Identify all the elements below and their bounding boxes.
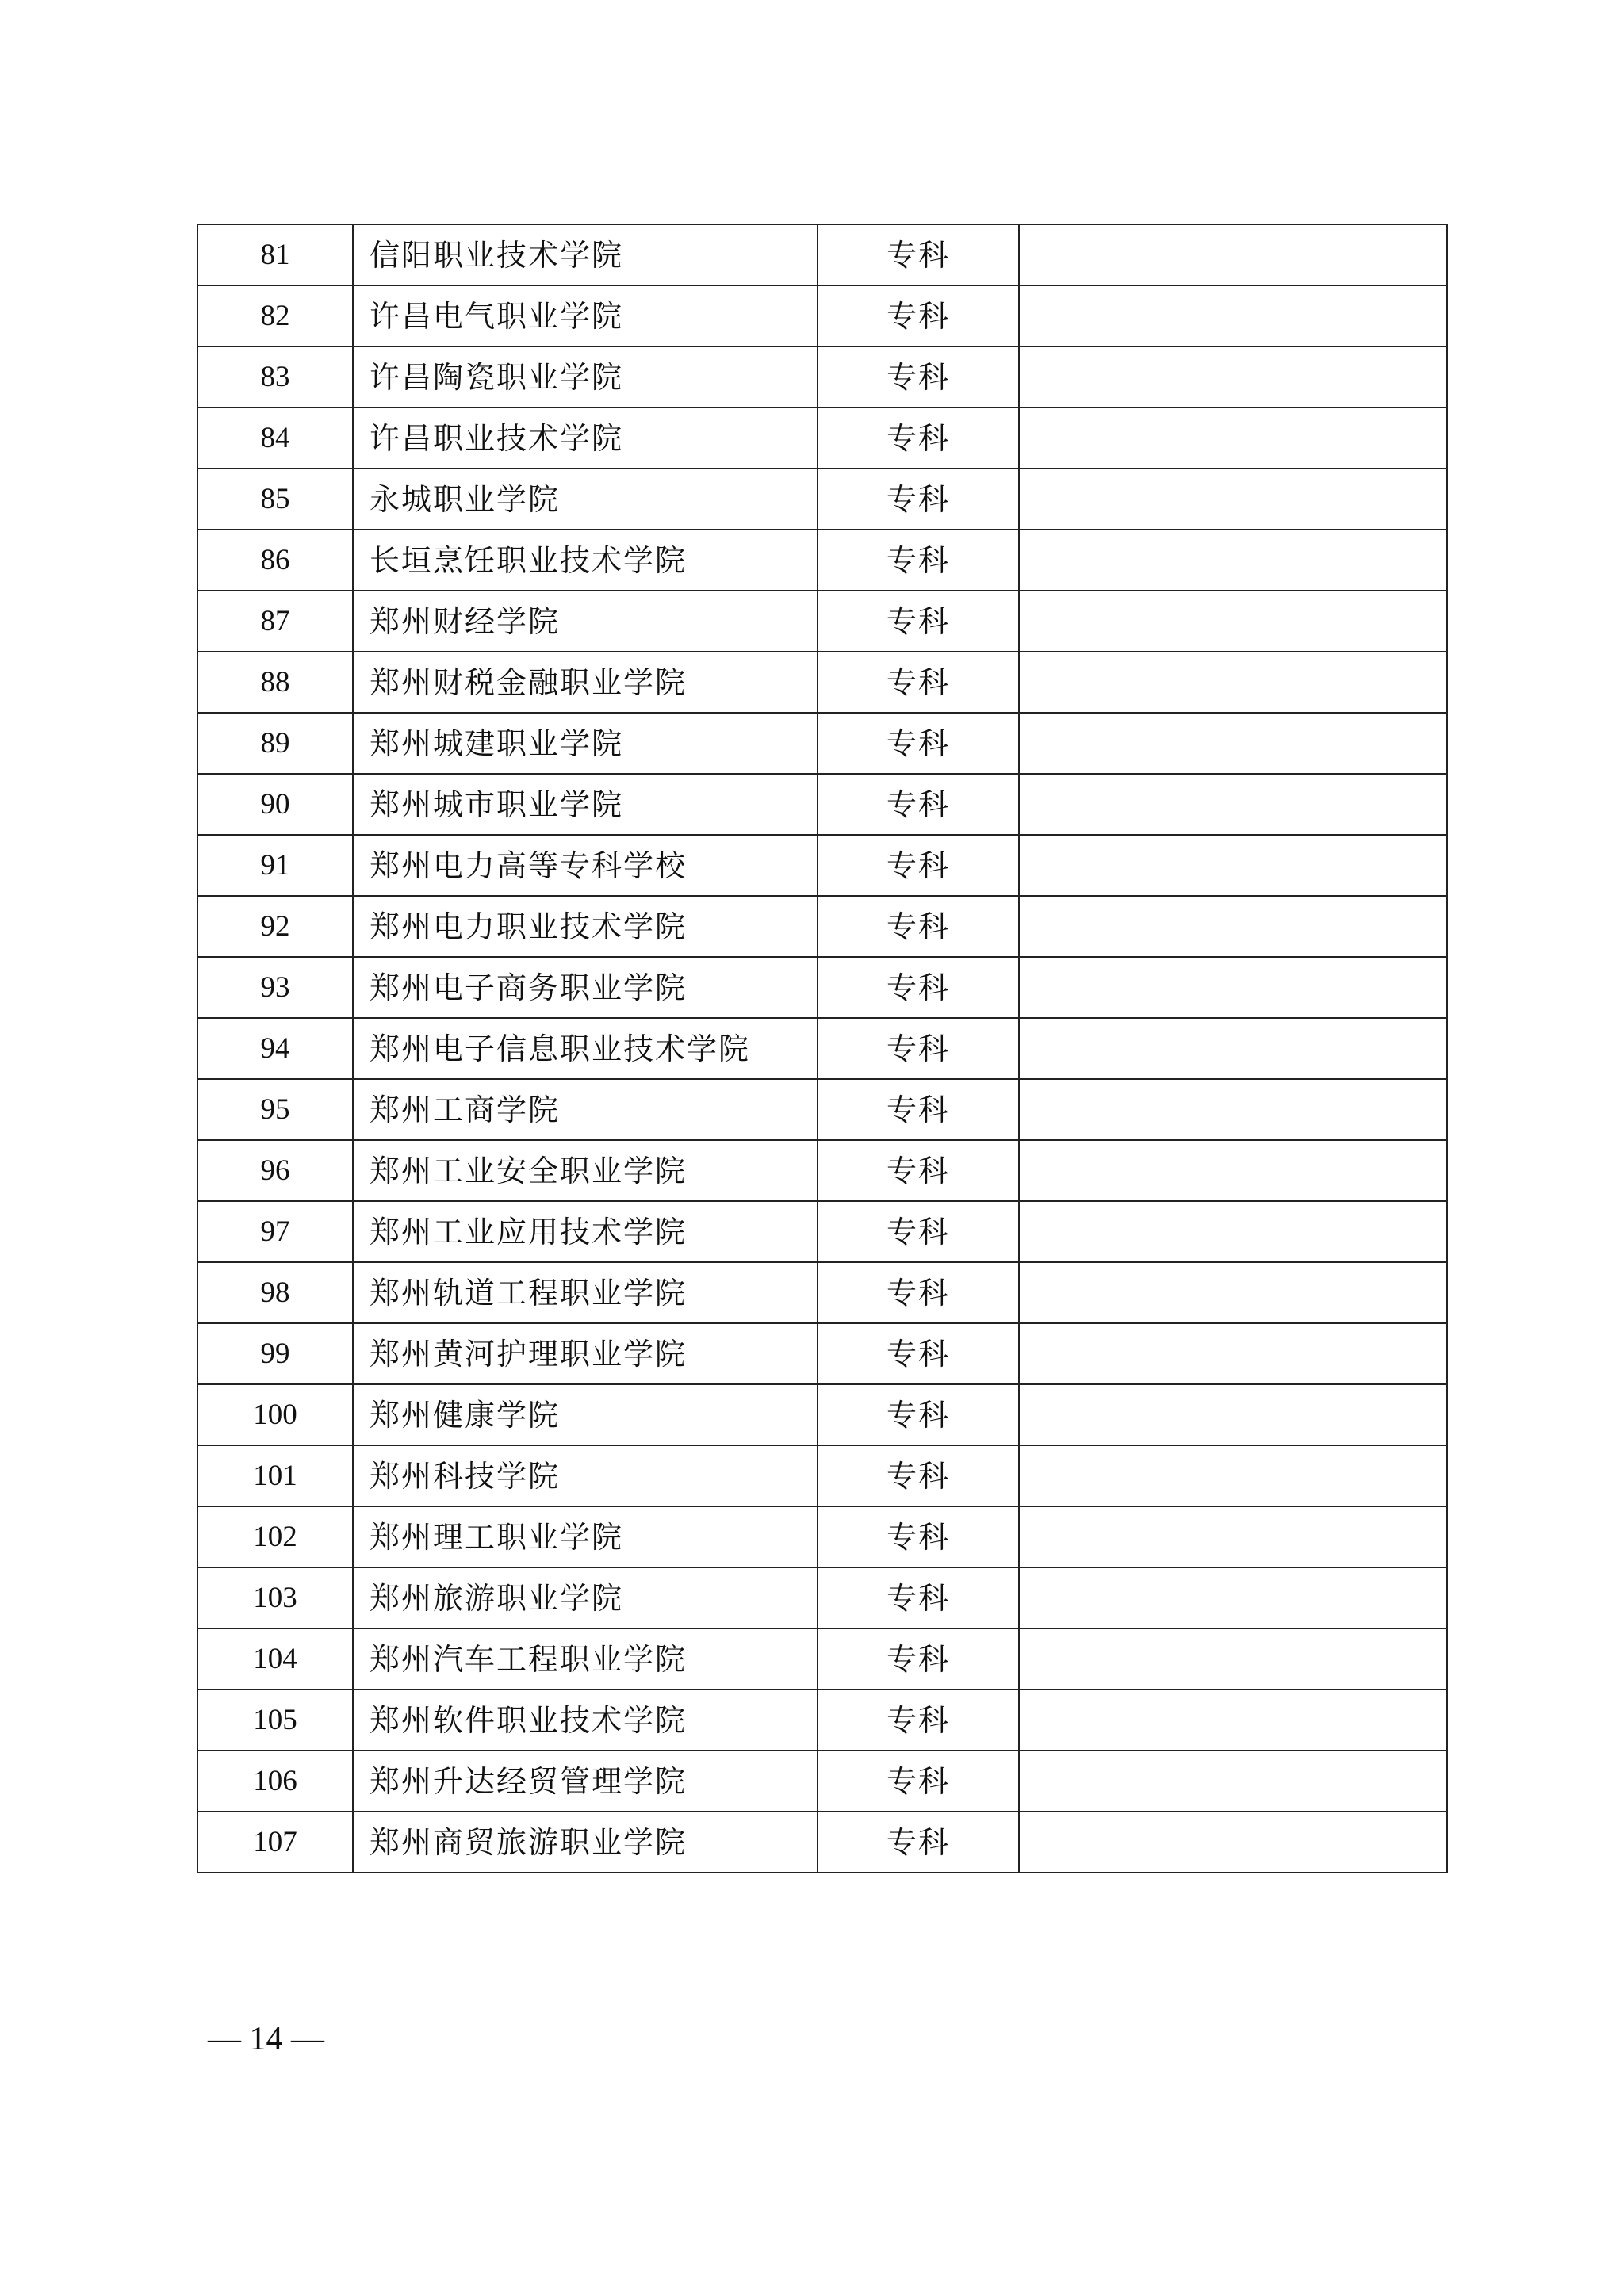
remarks-cell (1019, 774, 1447, 835)
table-row (197, 1262, 1447, 1323)
row-number-cell: 88 (197, 652, 353, 713)
page-number: — 14 — (208, 2021, 324, 2057)
row-number-cell: 81 (197, 224, 353, 285)
row-number-cell: 94 (197, 1018, 353, 1079)
institution-name-cell: 郑州黄河护理职业学院 (353, 1323, 818, 1384)
remarks-cell (1019, 1079, 1447, 1140)
institution-name-cell: 郑州理工职业学院 (353, 1506, 818, 1567)
institution-name-cell: 许昌电气职业学院 (353, 285, 818, 346)
remarks-cell (1019, 1812, 1447, 1873)
row-number-cell: 99 (197, 1323, 353, 1384)
row-number-cell: 106 (197, 1751, 353, 1812)
institution-name-cell: 郑州电力高等专科学校 (353, 835, 818, 896)
table-row (197, 530, 1447, 591)
institution-name-cell: 许昌陶瓷职业学院 (353, 346, 818, 408)
table-row (197, 408, 1447, 469)
row-number-cell: 101 (197, 1445, 353, 1506)
remarks-cell (1019, 1262, 1447, 1323)
table-row (197, 1384, 1447, 1445)
table-row (197, 346, 1447, 408)
education-level-cell: 专科 (818, 1079, 1019, 1140)
remarks-cell (1019, 713, 1447, 774)
remarks-cell (1019, 1506, 1447, 1567)
institution-name-cell: 郑州财经学院 (353, 591, 818, 652)
institution-name-cell: 许昌职业技术学院 (353, 408, 818, 469)
institution-name-cell: 郑州科技学院 (353, 1445, 818, 1506)
education-level-cell: 专科 (818, 346, 1019, 408)
remarks-cell (1019, 469, 1447, 530)
institution-name-cell: 郑州软件职业技术学院 (353, 1689, 818, 1751)
institution-name-cell: 郑州电子信息职业技术学院 (353, 1018, 818, 1079)
table-body (197, 224, 1447, 1873)
row-number-cell: 103 (197, 1567, 353, 1628)
row-number-cell: 85 (197, 469, 353, 530)
row-number-cell: 89 (197, 713, 353, 774)
table-row (197, 957, 1447, 1018)
institution-name-cell: 郑州城建职业学院 (353, 713, 818, 774)
table-row (197, 1689, 1447, 1751)
education-level-cell: 专科 (818, 896, 1019, 957)
institution-name-cell: 郑州城市职业学院 (353, 774, 818, 835)
education-level-cell: 专科 (818, 591, 1019, 652)
row-number-cell: 98 (197, 1262, 353, 1323)
table-row (197, 285, 1447, 346)
remarks-cell (1019, 652, 1447, 713)
institution-name-cell: 郑州健康学院 (353, 1384, 818, 1445)
remarks-cell (1019, 1018, 1447, 1079)
education-level-cell: 专科 (818, 1445, 1019, 1506)
remarks-cell (1019, 224, 1447, 285)
institution-name-cell: 永城职业学院 (353, 469, 818, 530)
institution-name-cell: 郑州工商学院 (353, 1079, 818, 1140)
table-row (197, 1506, 1447, 1567)
remarks-cell (1019, 1445, 1447, 1506)
table-row (197, 1323, 1447, 1384)
remarks-cell (1019, 1201, 1447, 1262)
institution-name-cell: 郑州升达经贸管理学院 (353, 1751, 818, 1812)
institution-name-cell: 郑州财税金融职业学院 (353, 652, 818, 713)
education-level-cell: 专科 (818, 224, 1019, 285)
education-level-cell: 专科 (818, 530, 1019, 591)
row-number-cell: 84 (197, 408, 353, 469)
remarks-cell (1019, 957, 1447, 1018)
institution-name-cell: 长垣烹饪职业技术学院 (353, 530, 818, 591)
table-row (197, 896, 1447, 957)
table-row (197, 1567, 1447, 1628)
table-row (197, 1140, 1447, 1201)
row-number-cell: 91 (197, 835, 353, 896)
row-number-cell: 90 (197, 774, 353, 835)
education-level-cell: 专科 (818, 1262, 1019, 1323)
education-level-cell: 专科 (818, 1323, 1019, 1384)
education-level-cell: 专科 (818, 774, 1019, 835)
remarks-cell (1019, 896, 1447, 957)
remarks-cell (1019, 285, 1447, 346)
remarks-cell (1019, 1751, 1447, 1812)
row-number-cell: 100 (197, 1384, 353, 1445)
remarks-cell (1019, 1384, 1447, 1445)
row-number-cell: 83 (197, 346, 353, 408)
table-row (197, 1018, 1447, 1079)
education-level-cell: 专科 (818, 835, 1019, 896)
institution-name-cell: 郑州电力职业技术学院 (353, 896, 818, 957)
row-number-cell: 82 (197, 285, 353, 346)
education-level-cell: 专科 (818, 408, 1019, 469)
education-level-cell: 专科 (818, 1689, 1019, 1751)
table-row (197, 1079, 1447, 1140)
education-level-cell: 专科 (818, 652, 1019, 713)
remarks-cell (1019, 835, 1447, 896)
row-number-cell: 95 (197, 1079, 353, 1140)
institution-name-cell: 郑州商贸旅游职业学院 (353, 1812, 818, 1873)
institution-name-cell: 郑州旅游职业学院 (353, 1567, 818, 1628)
education-level-cell: 专科 (818, 469, 1019, 530)
education-level-cell: 专科 (818, 1384, 1019, 1445)
remarks-cell (1019, 591, 1447, 652)
row-number-cell: 104 (197, 1628, 353, 1689)
institution-name-cell: 郑州电子商务职业学院 (353, 957, 818, 1018)
table-row (197, 835, 1447, 896)
table-row (197, 224, 1447, 285)
remarks-cell (1019, 1689, 1447, 1751)
row-number-cell: 86 (197, 530, 353, 591)
row-number-cell: 93 (197, 957, 353, 1018)
education-level-cell: 专科 (818, 957, 1019, 1018)
remarks-cell (1019, 346, 1447, 408)
remarks-cell (1019, 530, 1447, 591)
education-level-cell: 专科 (818, 1506, 1019, 1567)
education-level-cell: 专科 (818, 1567, 1019, 1628)
institution-name-cell: 郑州工业安全职业学院 (353, 1140, 818, 1201)
institution-name-cell: 郑州工业应用技术学院 (353, 1201, 818, 1262)
table-row (197, 1628, 1447, 1689)
institution-table (197, 224, 1448, 1873)
row-number-cell: 97 (197, 1201, 353, 1262)
table-row (197, 1751, 1447, 1812)
education-level-cell: 专科 (818, 1201, 1019, 1262)
remarks-cell (1019, 1140, 1447, 1201)
education-level-cell: 专科 (818, 1628, 1019, 1689)
row-number-cell: 87 (197, 591, 353, 652)
remarks-cell (1019, 1628, 1447, 1689)
table-row (197, 591, 1447, 652)
education-level-cell: 专科 (818, 713, 1019, 774)
row-number-cell: 107 (197, 1812, 353, 1873)
row-number-cell: 96 (197, 1140, 353, 1201)
education-level-cell: 专科 (818, 285, 1019, 346)
education-level-cell: 专科 (818, 1018, 1019, 1079)
education-level-cell: 专科 (818, 1140, 1019, 1201)
remarks-cell (1019, 1567, 1447, 1628)
remarks-cell (1019, 1323, 1447, 1384)
remarks-cell (1019, 408, 1447, 469)
row-number-cell: 105 (197, 1689, 353, 1751)
education-level-cell: 专科 (818, 1751, 1019, 1812)
table-row (197, 469, 1447, 530)
table-row (197, 1812, 1447, 1873)
table-row (197, 713, 1447, 774)
institution-name-cell: 郑州轨道工程职业学院 (353, 1262, 818, 1323)
institution-name-cell: 信阳职业技术学院 (353, 224, 818, 285)
table-row (197, 774, 1447, 835)
table-row (197, 652, 1447, 713)
education-level-cell: 专科 (818, 1812, 1019, 1873)
row-number-cell: 102 (197, 1506, 353, 1567)
table-row (197, 1201, 1447, 1262)
row-number-cell: 92 (197, 896, 353, 957)
institution-name-cell: 郑州汽车工程职业学院 (353, 1628, 818, 1689)
table-row (197, 1445, 1447, 1506)
